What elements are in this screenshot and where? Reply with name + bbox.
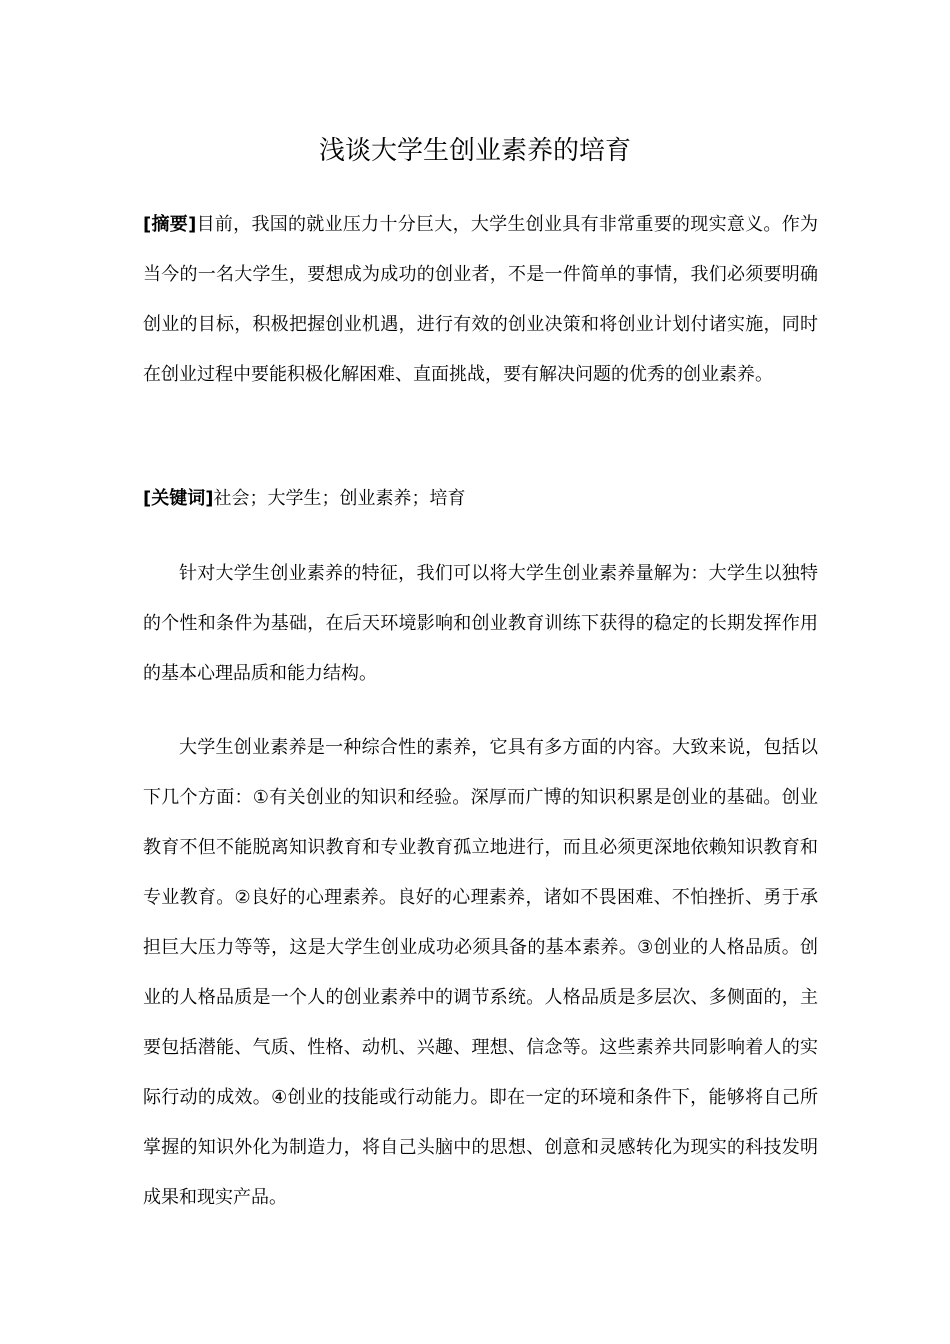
keywords-text: 社会；大学生；创业素养；培育 — [213, 488, 466, 509]
abstract-label: [摘要] — [143, 214, 197, 235]
body-paragraph-2: 大学生创业素养是一种综合性的素养，它具有多方面的内容。大致来说，包括以下几个方面：①有关创业的知识和经验。深厚而广博的知识积累是创业的基础。创业教育不但不能脱离知识教育和专业教育孤立地进行，而且必须更深地依赖知识教育和专业教育。②良好的心理素养。良好的心理素养，诸如不畏困难、不怕挫折、勇于承担巨大压力等等，这是大学生创业成功必须具备的基本素养。③创业的人格品质。创业的人格品质是一个人的创业素养中的调节系统。人格品质是多层次、多侧面的，主要包括潜能、气质、性格、动机、兴趣、理想、信念等。这些素养共同影响着人的实际行动的成效。④创业的技能或行动能力。即在一定的环境和条件下，能够将自己所掌握的知识外化为制造力，将自己头脑中的思想、创意和灵感转化为现实的科技发明成果和现实产品。 — [143, 737, 818, 1208]
document-title: 浅谈大学生创业素养的培育 — [318, 136, 631, 166]
body-paragraph-1: 针对大学生创业素养的特征，我们可以将大学生创业素养量解为：大学生以独特的个性和条件为基础，在后天环境影响和创业教育训练下获得的稳定的长期发挥作用的基本心理品质和能力结构。 — [143, 563, 818, 684]
abstract-section — [143, 200, 818, 400]
abstract-text: 目前，我国的就业压力十分巨大，大学生创业具有非常重要的现实意义。作为当今的一名大学生，要想成为成功的创业者，不是一件简单的事情，我们必须要明确创业的目标，积极把握创业机遇，进行有效的创业决策和将创业计划付诸实施，同时在创业过程中要能积极化解困难、直面挑战，要有解决问题的优秀的创业素养。 — [143, 214, 819, 385]
keywords-section — [143, 474, 818, 524]
keywords-label: [关键词] — [143, 488, 214, 509]
